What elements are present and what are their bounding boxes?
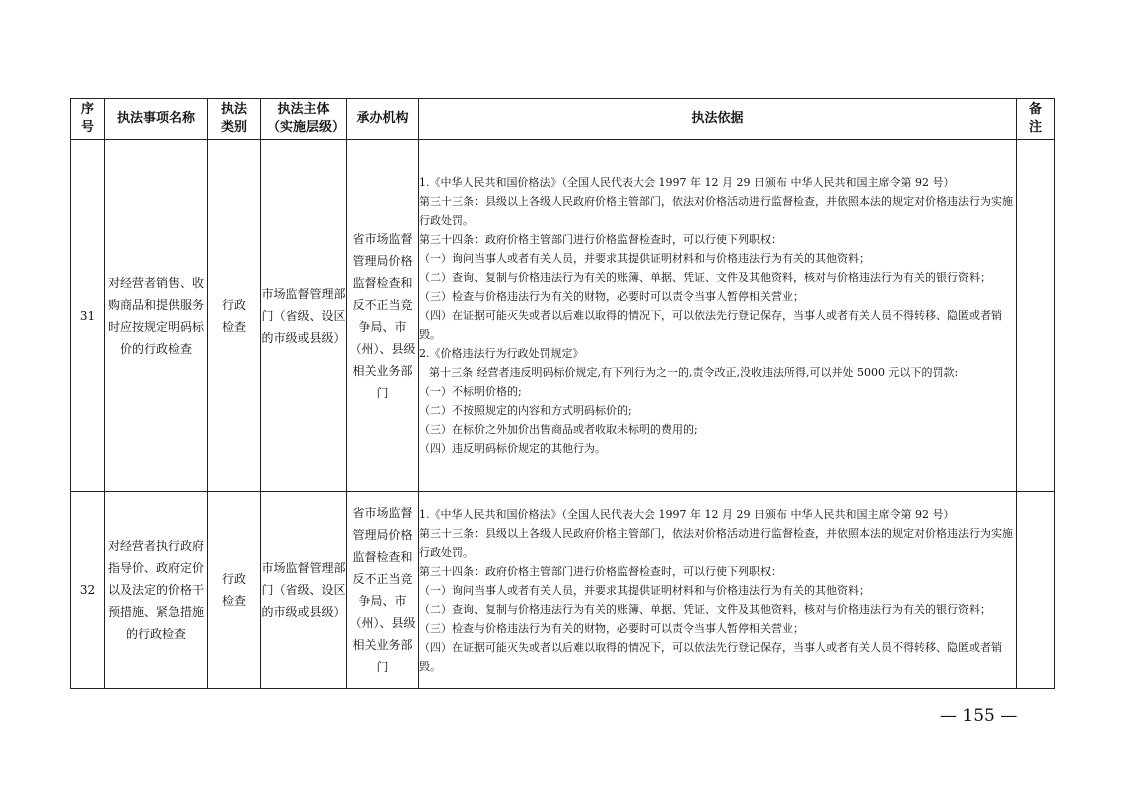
row-note: [1017, 140, 1055, 492]
row-seq: 32: [71, 492, 105, 689]
row-type: 行政检查: [208, 140, 261, 492]
row-basis: [419, 492, 1017, 689]
header-seq: 序号: [71, 99, 105, 140]
table-row: [71, 492, 1055, 689]
row-note: [1017, 492, 1055, 689]
basis-line: 第三十四条：政府价格主管部门进行价格监督检查时，可以行使下列职权：: [419, 564, 782, 578]
row-item-name: 对经营者执行政府指导价、政府定价以及法定的价格干预措施、紧急措施的行政检查: [105, 492, 208, 689]
basis-line: （一）询问当事人或者有关人员，并要求其提供证明材料和与价格违法行为有关的其他资料；: [419, 583, 870, 597]
basis-line: （四）在证据可能灭失或者以后难以取得的情况下，可以依法先行登记保存，当事人或者有关人员不得转移、隐匿或者销毁。: [419, 309, 1002, 341]
basis-line: 1.《中华人民共和国价格法》（全国人民代表大会 1997 年 12 月 29 日颁布 中华人民共和国主席令第 92 号）: [419, 507, 955, 521]
basis-line: 第三十三条：县级以上各级人民政府价格主管部门，依法对价格活动进行监督检查，并依照本法的规定对价格违法行为实施行政处罚。: [419, 526, 1013, 559]
basis-line: 第三十三条：县级以上各级人民政府价格主管部门，依法对价格活动进行监督检查，并依照本法的规定对价格违法行为实施行政处罚。: [419, 195, 1013, 227]
basis-line: （三）在标价之外加价出售商品或者收取未标明的费用的;: [419, 423, 698, 436]
header-note: 备注: [1017, 99, 1055, 140]
row-org: 省市场监督管理局价格监督检查和反不正当竞争局、市（州）、县级相关业务部门: [347, 140, 419, 492]
basis-line: 第十三条 经营者违反明码标价规定,有下列行为之一的,责令改正,没收违法所得,可以并处 5000 元以下的罚款:: [429, 366, 959, 379]
page-number: — 155 —: [940, 706, 1018, 726]
row-item-name: 对经营者销售、收购商品和提供服务时应按规定明码标价的行政检查: [105, 140, 208, 492]
basis-line: （一）询问当事人或者有关人员，并要求其提供证明材料和与价格违法行为有关的其他资料；: [419, 252, 870, 265]
basis-line: （三）检查与价格违法行为有关的财物，必要时可以责令当事人暂停相关营业；: [419, 621, 804, 635]
header-type: 执法类别: [208, 99, 261, 140]
basis-line: 2.《价格违法行为行政处罚规定》: [419, 347, 584, 360]
basis-line: （四）违反明码标价规定的其他行为。: [419, 442, 606, 455]
basis-line: 1.《中华人民共和国价格法》（全国人民代表大会 1997 年 12 月 29 日颁布 中华人民共和国主席令第 92 号）: [419, 176, 955, 189]
basis-line: （一）不标明价格的;: [419, 385, 522, 398]
row-basis: [419, 140, 1017, 492]
table-row: [71, 140, 1055, 492]
header-row: [71, 99, 1055, 140]
row-org: 省市场监督管理局价格监督检查和反不正当竞争局、市（州）、县级相关业务部门: [347, 492, 419, 689]
header-org: 承办机构: [347, 99, 419, 140]
row-type: 行政检查: [208, 492, 261, 689]
enforcement-table: [70, 98, 1055, 689]
header-item: 执法事项名称: [105, 99, 208, 140]
basis-line: （二）查询、复制与价格违法行为有关的账簿、单据、凭证、文件及其他资料，核对与价格违法行为有关的银行资料；: [419, 602, 991, 616]
header-basis: 执法依据: [419, 99, 1017, 140]
basis-line: （二）查询、复制与价格违法行为有关的账簿、单据、凭证、文件及其他资料，核对与价格违法行为有关的银行资料；: [419, 271, 991, 284]
header-subject: 执法主体（实施层级）: [261, 99, 347, 140]
row-subject: 市场监督管理部门（省级、设区的市级或县级）: [261, 492, 347, 689]
basis-line: （四）在证据可能灭失或者以后难以取得的情况下，可以依法先行登记保存，当事人或者有关人员不得转移、隐匿或者销毁。: [419, 640, 1002, 673]
basis-line: （二）不按照规定的内容和方式明码标价的;: [419, 404, 632, 417]
basis-line: （三）检查与价格违法行为有关的财物，必要时可以责令当事人暂停相关营业；: [419, 290, 804, 303]
row-subject: 市场监督管理部门（省级、设区的市级或县级）: [261, 140, 347, 492]
basis-line: 第三十四条：政府价格主管部门进行价格监督检查时，可以行使下列职权：: [419, 233, 782, 246]
row-seq: 31: [71, 140, 105, 492]
